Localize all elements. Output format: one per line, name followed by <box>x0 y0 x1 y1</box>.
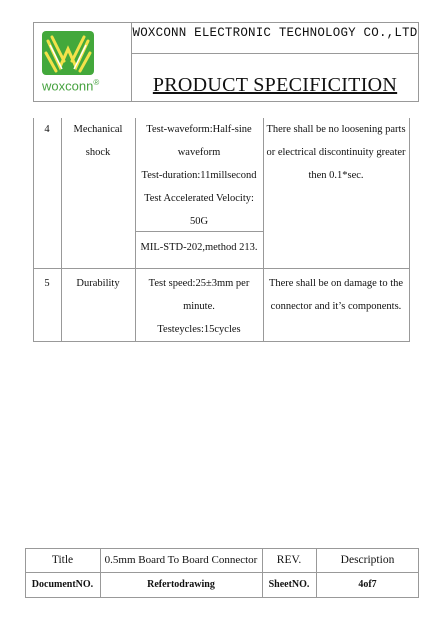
table-border <box>409 118 410 342</box>
sheet-number-value: 4of7 <box>358 579 377 590</box>
requirement-line: connector and it’s components. <box>270 301 402 312</box>
rev-label: REV. <box>276 554 302 566</box>
test-condition <box>135 118 263 233</box>
requirement-line: or electrical discontinuity greater <box>266 147 406 158</box>
title-label: Title <box>51 554 74 566</box>
title-value: 0.5mm Board To Board Connector <box>104 554 258 566</box>
table-border <box>33 118 34 342</box>
condition-line: Test speed:25±3mm per <box>148 278 250 289</box>
condition-line: waveform <box>177 147 221 158</box>
company-logo <box>42 31 94 75</box>
test-item-line: Durability <box>76 278 120 289</box>
condition-line: Testeycles:15cycles <box>157 324 241 335</box>
requirement-line: then 0.1*sec. <box>308 170 364 181</box>
condition-line: Test Accelerated Velocity: <box>144 193 254 204</box>
company-name: WOXCONN ELECTRONIC TECHNOLOGY CO.,LTD <box>132 26 418 40</box>
requirement <box>263 272 409 318</box>
sheet-number-label: SheetNO. <box>268 579 310 590</box>
test-item <box>61 272 135 295</box>
test-item-line: shock <box>85 147 111 158</box>
test-standard: MIL-STD-202,method 213. <box>140 242 258 253</box>
document-number-label: DocumentNO. <box>31 579 94 590</box>
document-number-value: Refertodrawing <box>147 579 215 590</box>
registered-mark: ® <box>93 78 100 87</box>
spec-table <box>33 118 410 342</box>
condition-line: minute. <box>183 301 215 312</box>
condition-line: Test-duration:11millsecond <box>141 170 257 181</box>
table-border <box>33 268 410 269</box>
condition-line: Test-waveform:Half-sine <box>146 124 252 135</box>
table-border <box>33 341 410 342</box>
requirement-line: There shall be no loosening parts <box>266 124 406 135</box>
page-title: PRODUCT SPECIFICITION <box>152 74 398 96</box>
requirement <box>263 118 409 187</box>
requirement-line: There shall be on damage to the <box>268 278 404 289</box>
header-divider <box>131 53 419 54</box>
condition-line: 50G <box>189 216 209 227</box>
brand-text: woxconn <box>42 78 94 94</box>
brand-name <box>42 78 112 93</box>
test-condition <box>135 272 263 341</box>
test-item-line: Mechanical <box>73 124 123 135</box>
table-border <box>25 572 419 573</box>
row-number: 4 <box>44 124 50 135</box>
description-label: Description <box>340 554 395 566</box>
test-item <box>61 118 135 164</box>
row-number: 5 <box>44 278 50 289</box>
